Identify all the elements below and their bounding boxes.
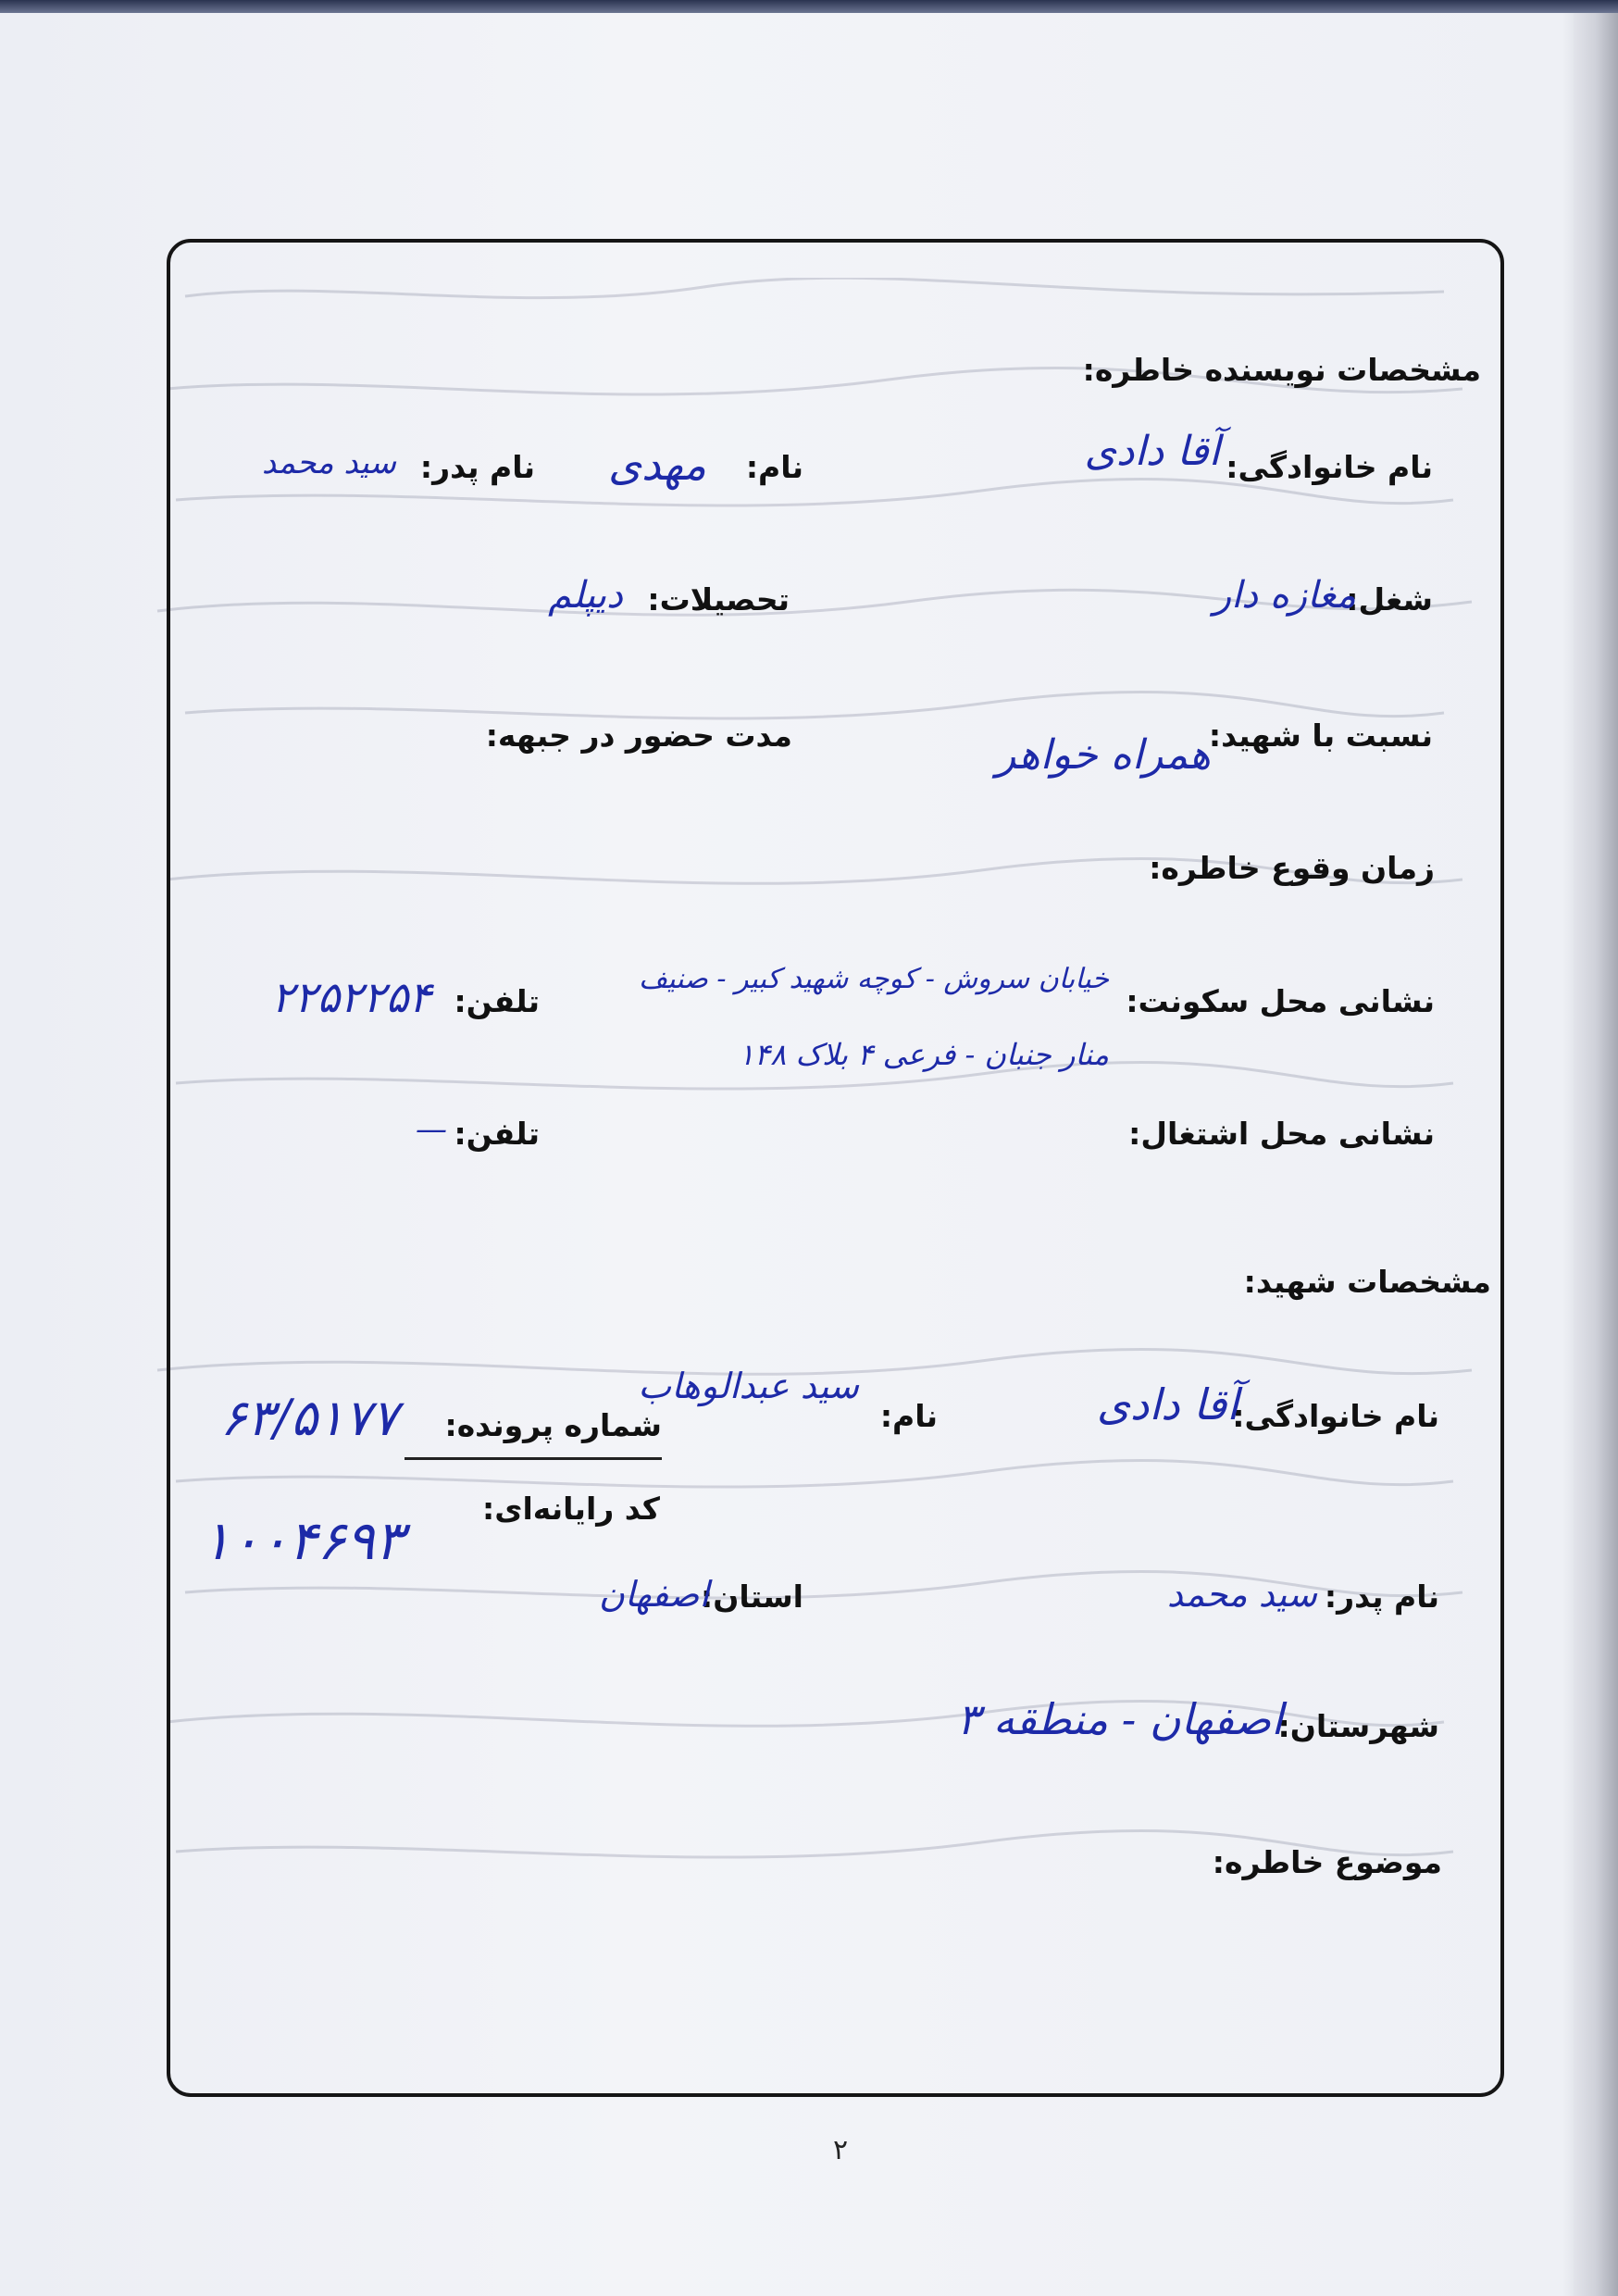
writer-address-label: نشانی محل سکونت: — [1126, 983, 1435, 1019]
page-number: ۲ — [833, 2134, 849, 2166]
writer-section-heading: مشخصات نویسنده خاطره: — [1082, 352, 1481, 388]
martyr-father-label: نام پدر: — [1324, 1578, 1439, 1615]
writer-family-name-label: نام خانوادگی: — [1226, 449, 1433, 485]
martyr-father-value: سید محمد — [1166, 1574, 1317, 1615]
writer-name-label: نام: — [745, 449, 803, 485]
martyr-family-name-label: نام خانوادگی: — [1232, 1398, 1439, 1434]
martyr-section-heading: مشخصات شهید: — [1243, 1264, 1491, 1300]
form-frame — [167, 239, 1504, 2097]
martyr-file-number-value: ۶۳/۵۱۷۷ — [219, 1389, 398, 1447]
martyr-name-value: سید عبدالوهاب — [638, 1366, 859, 1406]
martyr-city-value: اصفهان - منطقه ۳ — [956, 1694, 1283, 1744]
writer-job-label: شغل: — [1346, 581, 1433, 618]
writer-work-phone-label: تلفن: — [454, 1116, 540, 1152]
writer-relation-value: همراه خواهر — [996, 731, 1211, 779]
memory-topic-label: موضوع خاطره: — [1212, 1844, 1442, 1880]
writer-father-value: سید محمد — [261, 444, 396, 481]
writer-work-phone-value: — — [416, 1111, 447, 1148]
scan-top-edge — [0, 0, 1618, 13]
writer-event-time-label: زمان وقوع خاطره: — [1149, 850, 1435, 886]
martyr-name-label: نام: — [879, 1398, 938, 1434]
martyr-file-number-label: شماره پرونده: — [444, 1407, 662, 1443]
martyr-city-label: شهرستان: — [1277, 1708, 1439, 1744]
writer-front-duration-label: مدت حضور در جبهه: — [485, 718, 792, 754]
writer-relation-label: نسبت با شهید: — [1208, 718, 1433, 754]
martyr-family-name-value: آقا دادی — [1096, 1379, 1238, 1429]
writer-address-value-line1: خیابان سروش - کوچه شهید کبیر - صنیف — [639, 963, 1109, 995]
writer-phone-label: تلفن: — [454, 983, 540, 1019]
writer-job-value: مغازه دار — [1213, 574, 1356, 617]
file-number-underline — [404, 1457, 662, 1460]
writer-address-value-line2: منار جنبان - فرعی ۴ بلاک ۱۴۸ — [738, 1037, 1109, 1072]
writer-family-name-value: آقا دادی — [1084, 428, 1220, 475]
martyr-province-value: اصفهان — [598, 1574, 709, 1615]
writer-work-address-label: نشانی محل اشتغال: — [1128, 1116, 1435, 1152]
writer-name-value: مهدی — [608, 440, 706, 490]
writer-phone-value: ۲۲۵۲۲۵۴ — [271, 972, 431, 1022]
writer-education-label: تحصیلات: — [647, 581, 790, 618]
martyr-computer-code-label: کد رایانه‌ای: — [482, 1491, 660, 1527]
writer-father-label: نام پدر: — [419, 449, 535, 485]
writer-education-value: دیپلم — [548, 574, 623, 617]
martyr-province-label: استان: — [701, 1578, 803, 1615]
binding-shadow — [1562, 13, 1618, 2296]
martyr-computer-code-value: ۱۰۰۴۶۹۳ — [201, 1509, 404, 1572]
